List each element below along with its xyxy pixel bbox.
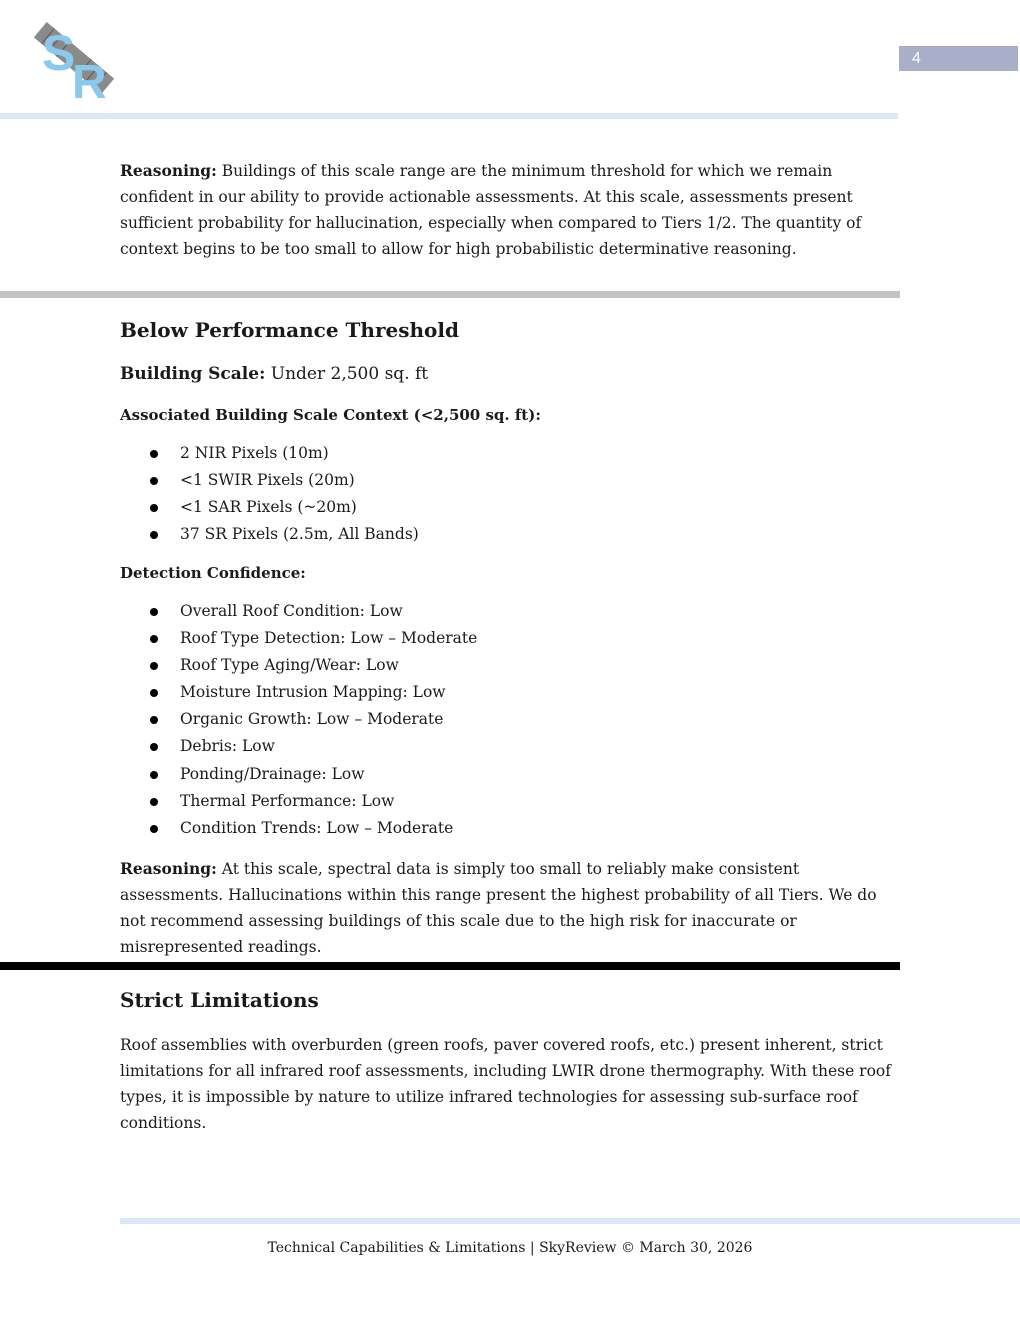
page-number: 4	[899, 46, 1018, 71]
below-threshold-reasoning	[120, 856, 900, 960]
confidence-heading: Detection Confidence:	[120, 564, 306, 582]
page-footer: Technical Capabilities & Limitations | SkyReview © March 30, 2026	[267, 1240, 753, 1256]
bullet-icon	[150, 531, 158, 539]
bullet-icon	[150, 689, 158, 697]
list-item: <1 SAR Pixels (~20m)	[120, 494, 900, 521]
list-item: 2 NIR Pixels (10m)	[120, 440, 900, 467]
building-scale-value: Under 2,500 sq. ft	[265, 364, 429, 384]
section-divider-gray	[0, 291, 900, 298]
bullet-icon	[150, 771, 158, 779]
bullet-icon	[150, 477, 158, 485]
list-item: Condition Trends: Low – Moderate	[120, 815, 900, 842]
list-item: Roof Type Detection: Low – Moderate	[120, 625, 900, 652]
bullet-icon	[150, 450, 158, 458]
list-item: Roof Type Aging/Wear: Low	[120, 652, 900, 679]
context-list	[120, 440, 900, 548]
list-item: 37 SR Pixels (2.5m, All Bands)	[120, 521, 900, 548]
bullet-icon	[150, 662, 158, 670]
bullet-icon	[150, 608, 158, 616]
list-item: Thermal Performance: Low	[120, 788, 900, 815]
bullet-icon	[150, 798, 158, 806]
company-logo	[26, 14, 122, 102]
building-scale-label: Building Scale:	[120, 364, 266, 384]
list-item: Debris: Low	[120, 733, 900, 760]
section-divider-black	[0, 962, 900, 970]
header-divider	[0, 113, 898, 119]
reasoning-label: Reasoning:	[120, 859, 217, 878]
context-heading: Associated Building Scale Context (<2,500 sq. ft):	[120, 406, 541, 424]
svg-text:S: S	[42, 25, 76, 81]
footer-divider	[120, 1218, 1020, 1224]
bullet-icon	[150, 743, 158, 751]
tier-reasoning-paragraph	[120, 158, 900, 262]
svg-text:R: R	[72, 56, 107, 102]
strict-limitations-paragraph: Roof assemblies with overburden (green roofs, paver covered roofs, etc.) present inherent, strict limitations for all infrared roof assessments, including LWIR drone thermography. With these roof types, it is impossible by nature to utilize infrared technologies for assessing sub-surface roof conditions.	[120, 1036, 891, 1132]
list-item: Organic Growth: Low – Moderate	[120, 706, 900, 733]
confidence-list	[120, 598, 900, 842]
reasoning-label: Reasoning:	[120, 161, 217, 180]
section-title-strict-limitations: Strict Limitations	[120, 988, 319, 1012]
bullet-icon	[150, 825, 158, 833]
bullet-icon	[150, 716, 158, 724]
list-item: Moisture Intrusion Mapping: Low	[120, 679, 900, 706]
section-title-below-threshold: Below Performance Threshold	[120, 318, 459, 342]
list-item: Ponding/Drainage: Low	[120, 761, 900, 788]
building-scale	[120, 364, 900, 384]
reasoning-text: Buildings of this scale range are the minimum threshold for which we remain confident in our ability to provide actionable assessments. At this scale, assessments present sufficient probability for hallucination, especially when compared to Tiers 1/2. The quantity of context begins to be too small to allow for high probabilistic determinative reasoning.	[120, 162, 862, 258]
bullet-icon	[150, 504, 158, 512]
reasoning-text: At this scale, spectral data is simply too small to reliably make consistent assessments. Hallucinations within this range present the highest probability of all Tiers. We do not recommend assessing buildings of this scale due to the high risk for inaccurate or misrepresented readings.	[120, 860, 877, 956]
list-item: <1 SWIR Pixels (20m)	[120, 467, 900, 494]
bullet-icon	[150, 635, 158, 643]
list-item: Overall Roof Condition: Low	[120, 598, 900, 625]
